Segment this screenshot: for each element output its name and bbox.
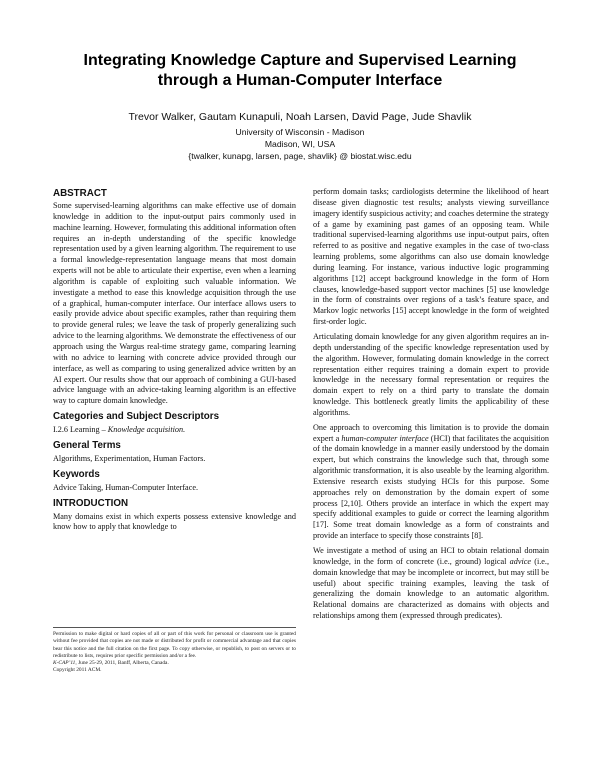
affiliation: University of Wisconsin - Madison — [235, 127, 365, 137]
body-paragraph-2: Articulating domain knowledge for any given algorithm requires an in-depth understanding of the specific knowledge representation used by the algorithm. However, formulating domain knowledge in the correct representation either requires training a domain expert to provide knowledge in the necessary formal representation or requires the domain expert to rely on a third party to translate the domain knowledge. This bottleneck greatly limits the applicability of these algorithms. — [313, 331, 549, 417]
introduction-text: Many domains exist in which experts possess extensive knowledge and know how to apply that knowledge to — [53, 511, 296, 532]
copyright-line: Copyright 2011 ACM. — [53, 667, 102, 674]
permission-text: Permission to make digital or hard copies of all or part of this work for personal or classroom use is granted without fee provided that copies are not made or distributed for profit or commercial advantage and that copies bear this notice and the full citation on the first page. To copy otherwise, or republish, to post on servers or to redistribute to lists, requires prior specific permission and/or a fee. — [53, 631, 296, 659]
categories-italic: Knowledge acquisition. — [107, 425, 186, 435]
general-terms-text: Algorithms, Experimentation, Human Factors. — [53, 453, 206, 463]
categories-text — [53, 425, 296, 436]
categories-section — [53, 410, 296, 436]
copyright-notice — [53, 627, 296, 675]
conference-line — [53, 660, 296, 667]
introduction-heading: INTRODUCTION — [53, 497, 129, 509]
keywords-section — [53, 468, 296, 494]
general-terms-section — [53, 439, 296, 465]
title-line-1: Integrating Knowledge Capture and Supervised Learning — [83, 52, 517, 69]
abstract-text: Some supervised-learning algorithms can make effective use of domain knowledge in addition to the input-output pairs commonly used in machine learning. However, formulating this additional information often requires an in-depth understanding of the specific knowledge representation used by a given learning algorithm. The requirement to use a formal knowledge-representation language means that most domain experts will not be able to articulate their expertise, even when a learning algorithm is capable of exploiting such valuable information. We investigate a method to ease this knowledge acquisition through the use of a graphical, human-computer interface. Our interface allows users to easily provide advice about specific examples, rather than requiring them to provide general rules; we leave the task of properly generalizing such advice to the learning algorithms. We demonstrate the effectiveness of our approach using the Wargus real-time strategy game, comparing learning with no advice to learning with concrete advice provided through our interface, as well as comparing to using generalized advice written by an AI expert. Our results show that our approach of combining a GUI-based advice language with an advice-taking learning algorithm is an effective way to capture domain knowledge. — [53, 201, 296, 406]
p4-text-after: (i.e., domain knowledge that may be incomplete or incorrect, but may still be useful) about specific training examples, leaving the task of generalizing the domain knowledge to an automatic algorithm. Relational domains are characterized as domains with objects and relationships among them (expressed through predicates). — [313, 556, 550, 621]
general-terms-heading: General Terms — [53, 439, 121, 451]
paper-title — [30, 51, 570, 91]
p4-italic-term: advice — [509, 556, 532, 566]
title-line-2: through a Human-Computer Interface — [157, 72, 443, 89]
author-emails: {twalker, kunapg, larsen, page, shavlik} @ biostat.wisc.edu — [188, 151, 412, 161]
left-column — [53, 187, 296, 533]
p4-text-before: We investigate a method of using an HCI to obtain relational domain knowledge, in the form of concrete (i.e., ground) logical — [313, 546, 549, 566]
abstract-heading: ABSTRACT — [53, 188, 107, 199]
categories-prefix: I.2.6 Learning – — [53, 425, 108, 435]
author-list: Trevor Walker, Gautam Kunapuli, Noah Larsen, David Page, Jude Shavlik — [128, 111, 472, 123]
right-column — [313, 187, 549, 626]
body-paragraph-4 — [313, 546, 549, 622]
body-paragraph-3 — [313, 423, 549, 542]
body-paragraph-1: perform domain tasks; cardiologists determine the likelihood of heart disease given diagnostic test results; analysts viewing surveillance imagery identify suspicious activity; and coaches determine the strategy of a game by examining past games of an opposing team. While traditional supervised-learning algorithms use input-output pairs, often referred to as positive and negative examples in the case of two-class learning problems, some algorithms can also use domain knowledge during learning. For instance, various inductive logic programming algorithms [12] accept background knowledge in the form of Horn clauses, knowledge-based support vector machines [5] use knowledge in the form of constraints over regions of a task’s feature space, and Markov logic networks [15] accept knowledge in the form of weighted first-order logic. — [313, 187, 549, 327]
p3-italic-term: human-computer interface — [341, 433, 429, 443]
p3-text-before: One approach to overcoming this limitation is to provide the domain expert a — [313, 422, 549, 443]
keywords-heading: Keywords — [53, 468, 100, 480]
categories-heading: Categories and Subject Descriptors — [53, 411, 220, 423]
introduction-section — [53, 497, 296, 534]
abstract-section — [53, 187, 296, 407]
p3-text-after: (HCI) that facilitates the acquisition of the domain knowledge in a manner easily understood by the domain expert, but which constrains the knowledge such that, through some algorithmic transformation, it is also useable by the learning algorithm. Extensive research exists studying HCIs for this purpose. Some approaches rely on demonstration by the domain expert of some process [2,10]. Others provide an interface in which the expert may specify additional examples to guide or correct the learning algorithm [17]. Some treat domain knowledge as a form of constraints and provide an interface to specify those constraints [8]. — [313, 433, 549, 541]
keywords-text: Advice Taking, Human-Computer Interface. — [53, 482, 199, 492]
conference-name: K-CAP’11, — [53, 660, 77, 667]
location: Madison, WI, USA — [264, 139, 336, 149]
conference-details: June 25-29, 2011, Banff, Alberta, Canada. — [76, 660, 169, 667]
